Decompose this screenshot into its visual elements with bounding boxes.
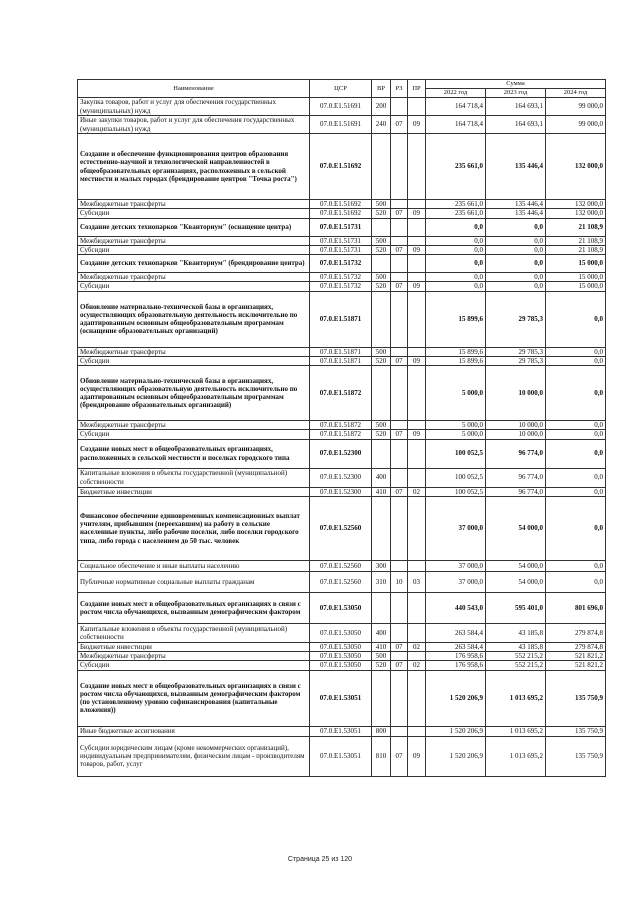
row-name: Создание и обеспечение функционирования центров образования естественно-научной и технологической направленностей в общеобразовательных организациях, расположенных в сельской местности и малых городах (брендирование центров "Точка роста") — [78, 134, 310, 200]
row-value-2024: 0,0 — [546, 496, 606, 560]
table-row — [78, 652, 606, 661]
row-csr: 07.0.E1.53051 — [310, 726, 372, 736]
row-name: Бюджетные инвестиции — [78, 642, 310, 651]
row-value-2022: 1 520 206,9 — [426, 726, 486, 736]
table-row — [78, 487, 606, 496]
row-pr — [408, 652, 426, 661]
row-value-2022: 235 661,0 — [426, 200, 486, 209]
row-rz — [391, 218, 408, 236]
row-value-2024: 0,0 — [546, 439, 606, 468]
row-rz — [391, 200, 408, 209]
row-vr — [372, 291, 391, 347]
row-pr — [408, 468, 426, 487]
row-pr — [408, 291, 426, 347]
row-csr: 07.0.E1.51871 — [310, 356, 372, 365]
row-value-2024: 15 000,0 — [546, 282, 606, 291]
row-rz — [391, 421, 408, 430]
row-pr: 09 — [408, 209, 426, 218]
row-csr: 07.0.E1.51692 — [310, 134, 372, 200]
row-vr: 410 — [372, 487, 391, 496]
row-vr — [372, 496, 391, 560]
row-name: Бюджетные инвестиции — [78, 487, 310, 496]
row-vr: 240 — [372, 116, 391, 134]
row-value-2024: 99 000,0 — [546, 116, 606, 134]
row-value-2023: 135 446,4 — [486, 200, 546, 209]
row-pr: 09 — [408, 356, 426, 365]
row-csr: 07.0.E1.51732 — [310, 273, 372, 282]
row-name: Обновление материально-технической базы в организациях, осуществляющих образовательную деятельность исключительно по адаптированным основным общеобразовательным программам (брендирование образовательных организаций) — [78, 366, 310, 421]
row-value-2024: 0,0 — [546, 366, 606, 421]
row-pr — [408, 496, 426, 560]
row-rz: 07 — [391, 642, 408, 651]
table-row — [78, 592, 606, 623]
table-row — [78, 571, 606, 592]
table-row — [78, 255, 606, 273]
row-value-2022: 37 000,0 — [426, 571, 486, 592]
row-csr: 07.0.E1.52300 — [310, 468, 372, 487]
row-value-2023: 96 774,0 — [486, 487, 546, 496]
table-row — [78, 661, 606, 670]
row-value-2023: 43 185,8 — [486, 642, 546, 651]
row-rz — [391, 592, 408, 623]
row-vr — [372, 670, 391, 726]
row-vr — [372, 218, 391, 236]
row-pr — [408, 255, 426, 273]
table-row — [78, 200, 606, 209]
row-value-2022: 15 899,6 — [426, 347, 486, 356]
header-name: Наименование — [78, 80, 310, 98]
row-name: Капитальные вложения в объекты государственной (муниципальной) собственности — [78, 623, 310, 642]
row-value-2023: 96 774,0 — [486, 439, 546, 468]
row-vr: 410 — [372, 642, 391, 651]
row-name: Финансовое обеспечение единовременных компенсационных выплат учителям, прибывшим (переехавшим) на работу в сельские населенные пункты, либо рабочие поселки, либо поселки городского типа, либо города с населением до 50 тыс. человек — [78, 496, 310, 560]
row-value-2022: 100 052,5 — [426, 439, 486, 468]
row-pr — [408, 236, 426, 245]
row-name: Субсидии — [78, 245, 310, 254]
table-row — [78, 468, 606, 487]
row-name: Социальное обеспечение и иные выплаты населению — [78, 560, 310, 571]
table-row — [78, 291, 606, 347]
row-name: Создание детских технопарков "Кванториум" (брендирование центра) — [78, 255, 310, 273]
row-vr — [372, 255, 391, 273]
row-value-2022: 5 000,0 — [426, 421, 486, 430]
row-name: Иные бюджетные ассигнования — [78, 726, 310, 736]
row-pr — [408, 218, 426, 236]
row-pr: 03 — [408, 571, 426, 592]
row-rz — [391, 496, 408, 560]
row-rz — [391, 134, 408, 200]
table-row — [78, 430, 606, 439]
row-value-2022: 100 052,5 — [426, 468, 486, 487]
row-csr: 07.0.E1.51691 — [310, 116, 372, 134]
row-name: Межбюджетные трансферты — [78, 652, 310, 661]
row-vr: 500 — [372, 421, 391, 430]
row-value-2023: 135 446,4 — [486, 134, 546, 200]
row-value-2023: 96 774,0 — [486, 468, 546, 487]
row-name: Публичные нормативные социальные выплаты гражданам — [78, 571, 310, 592]
row-value-2023: 29 785,3 — [486, 356, 546, 365]
table-row — [78, 356, 606, 365]
row-vr — [372, 439, 391, 468]
row-csr: 07.0.E1.51871 — [310, 291, 372, 347]
row-rz — [391, 652, 408, 661]
row-value-2023: 0,0 — [486, 218, 546, 236]
row-name: Межбюджетные трансферты — [78, 273, 310, 282]
row-csr: 07.0.E1.51731 — [310, 245, 372, 254]
row-csr: 07.0.E1.53050 — [310, 642, 372, 651]
row-rz: 07 — [391, 116, 408, 134]
table-row — [78, 347, 606, 356]
table-row — [78, 421, 606, 430]
table-row — [78, 273, 606, 282]
row-pr: 09 — [408, 245, 426, 254]
row-value-2023: 164 693,1 — [486, 98, 546, 116]
table-row — [78, 209, 606, 218]
row-value-2023: 43 185,8 — [486, 623, 546, 642]
row-vr: 520 — [372, 661, 391, 670]
budget-table — [77, 79, 606, 777]
row-name: Межбюджетные трансферты — [78, 200, 310, 209]
row-csr: 07.0.E1.51732 — [310, 282, 372, 291]
table-row — [78, 560, 606, 571]
row-vr — [372, 592, 391, 623]
row-value-2024: 99 000,0 — [546, 98, 606, 116]
row-name: Создание новых мест в общеобразовательных организациях в связи с ростом числа обучающихся, вызванным демографическим фактором — [78, 592, 310, 623]
table-row — [78, 496, 606, 560]
row-value-2024: 0,0 — [546, 347, 606, 356]
row-pr — [408, 134, 426, 200]
row-csr: 07.0.E1.53050 — [310, 592, 372, 623]
row-pr — [408, 366, 426, 421]
row-csr: 07.0.E1.51731 — [310, 236, 372, 245]
row-value-2023: 54 000,0 — [486, 560, 546, 571]
table-row — [78, 236, 606, 245]
row-value-2024: 21 108,9 — [546, 236, 606, 245]
row-name: Субсидии — [78, 356, 310, 365]
row-value-2024: 0,0 — [546, 487, 606, 496]
row-name: Создание новых мест в общеобразовательных организациях, расположенных в сельской местности и поселках городского типа — [78, 439, 310, 468]
row-rz — [391, 726, 408, 736]
header-pr: ПР — [408, 80, 426, 98]
row-value-2024: 132 000,0 — [546, 209, 606, 218]
row-value-2022: 37 000,0 — [426, 560, 486, 571]
row-value-2022: 15 899,6 — [426, 356, 486, 365]
row-value-2023: 0,0 — [486, 255, 546, 273]
row-rz: 07 — [391, 487, 408, 496]
table-row — [78, 282, 606, 291]
row-rz: 07 — [391, 356, 408, 365]
header-year-2023: 2023 год — [486, 89, 546, 98]
table-row — [78, 439, 606, 468]
row-pr: 02 — [408, 661, 426, 670]
row-rz — [391, 273, 408, 282]
row-csr: 07.0.E1.51872 — [310, 366, 372, 421]
row-value-2022: 37 000,0 — [426, 496, 486, 560]
header-year-2022: 2022 год — [426, 89, 486, 98]
row-vr — [372, 366, 391, 421]
row-csr: 07.0.E1.53050 — [310, 652, 372, 661]
row-csr: 07.0.E1.53051 — [310, 736, 372, 776]
row-value-2023: 164 693,1 — [486, 116, 546, 134]
row-value-2024: 279 874,8 — [546, 642, 606, 651]
row-pr — [408, 623, 426, 642]
row-pr — [408, 273, 426, 282]
table-row — [78, 642, 606, 651]
row-value-2022: 0,0 — [426, 255, 486, 273]
row-vr — [372, 134, 391, 200]
row-csr: 07.0.E1.51731 — [310, 218, 372, 236]
row-value-2022: 1 520 206,9 — [426, 736, 486, 776]
header-csr: ЦСР — [310, 80, 372, 98]
row-rz — [391, 255, 408, 273]
row-pr: 09 — [408, 282, 426, 291]
row-csr: 07.0.E1.51732 — [310, 255, 372, 273]
row-value-2022: 263 584,4 — [426, 623, 486, 642]
row-name: Субсидии — [78, 282, 310, 291]
row-pr — [408, 670, 426, 726]
row-value-2024: 0,0 — [546, 468, 606, 487]
row-csr: 07.0.E1.51872 — [310, 430, 372, 439]
row-rz — [391, 366, 408, 421]
row-value-2022: 263 584,4 — [426, 642, 486, 651]
row-csr: 07.0.E1.51692 — [310, 209, 372, 218]
row-value-2022: 176 958,6 — [426, 652, 486, 661]
row-value-2024: 0,0 — [546, 430, 606, 439]
row-csr: 07.0.E1.52560 — [310, 560, 372, 571]
row-value-2024: 801 696,0 — [546, 592, 606, 623]
row-value-2022: 235 661,0 — [426, 134, 486, 200]
row-rz: 07 — [391, 282, 408, 291]
row-value-2024: 135 750,9 — [546, 670, 606, 726]
row-csr: 07.0.E1.51691 — [310, 98, 372, 116]
row-value-2022: 1 520 206,9 — [426, 670, 486, 726]
row-csr: 07.0.E1.51871 — [310, 347, 372, 356]
row-csr: 07.0.E1.52560 — [310, 571, 372, 592]
row-value-2023: 552 215,2 — [486, 652, 546, 661]
row-rz — [391, 468, 408, 487]
row-value-2023: 0,0 — [486, 273, 546, 282]
row-pr — [408, 439, 426, 468]
row-vr: 200 — [372, 98, 391, 116]
row-value-2022: 5 000,0 — [426, 430, 486, 439]
row-csr: 07.0.E1.53050 — [310, 661, 372, 670]
row-value-2023: 10 000,0 — [486, 421, 546, 430]
table-row — [78, 623, 606, 642]
row-vr: 300 — [372, 560, 391, 571]
row-rz — [391, 670, 408, 726]
row-csr: 07.0.E1.53050 — [310, 623, 372, 642]
row-value-2023: 0,0 — [486, 236, 546, 245]
row-value-2024: 521 821,2 — [546, 652, 606, 661]
row-value-2023: 54 000,0 — [486, 496, 546, 560]
row-value-2022: 15 899,6 — [426, 291, 486, 347]
row-value-2024: 521 821,2 — [546, 661, 606, 670]
row-value-2022: 100 052,5 — [426, 487, 486, 496]
table-row — [78, 670, 606, 726]
row-value-2022: 440 543,0 — [426, 592, 486, 623]
row-pr — [408, 421, 426, 430]
row-pr: 09 — [408, 430, 426, 439]
row-value-2024: 0,0 — [546, 356, 606, 365]
row-value-2024: 0,0 — [546, 571, 606, 592]
row-pr: 09 — [408, 736, 426, 776]
row-rz — [391, 439, 408, 468]
row-csr: 07.0.E1.51692 — [310, 200, 372, 209]
header-sum: Сумма — [426, 80, 606, 89]
row-value-2023: 0,0 — [486, 245, 546, 254]
row-name: Субсидии юридическим лицам (кроме некоммерческих организаций), индивидуальным предпринимателям, физическим лицам - производителям товаров, работ, услуг — [78, 736, 310, 776]
row-value-2023: 1 013 695,2 — [486, 670, 546, 726]
row-value-2024: 279 874,8 — [546, 623, 606, 642]
row-value-2024: 135 750,9 — [546, 726, 606, 736]
row-pr: 02 — [408, 642, 426, 651]
row-rz — [391, 236, 408, 245]
table-row — [78, 736, 606, 776]
row-name: Закупка товаров, работ и услуг для обеспечения государственных (муниципальных) нужд — [78, 98, 310, 116]
row-name: Субсидии — [78, 661, 310, 670]
row-rz — [391, 347, 408, 356]
row-csr: 07.0.E1.53051 — [310, 670, 372, 726]
row-value-2024: 132 000,0 — [546, 134, 606, 200]
row-vr: 500 — [372, 347, 391, 356]
row-vr: 310 — [372, 571, 391, 592]
table-row — [78, 218, 606, 236]
row-rz: 07 — [391, 209, 408, 218]
row-value-2022: 0,0 — [426, 245, 486, 254]
row-pr — [408, 98, 426, 116]
row-value-2024: 21 108,9 — [546, 245, 606, 254]
row-vr: 400 — [372, 468, 391, 487]
row-value-2023: 1 013 695,2 — [486, 726, 546, 736]
header-rz: РЗ — [391, 80, 408, 98]
row-rz: 07 — [391, 736, 408, 776]
row-value-2023: 135 446,4 — [486, 209, 546, 218]
row-rz — [391, 291, 408, 347]
row-pr — [408, 200, 426, 209]
table-row — [78, 98, 606, 116]
row-value-2023: 29 785,3 — [486, 291, 546, 347]
row-rz: 07 — [391, 245, 408, 254]
row-name: Создание детских технопарков "Кванториум" (оснащение центра) — [78, 218, 310, 236]
row-csr: 07.0.E1.51872 — [310, 421, 372, 430]
row-pr: 09 — [408, 116, 426, 134]
row-value-2022: 0,0 — [426, 218, 486, 236]
row-vr: 520 — [372, 430, 391, 439]
row-rz — [391, 623, 408, 642]
row-value-2023: 0,0 — [486, 282, 546, 291]
row-name: Капитальные вложения в объекты государственной (муниципальной) собственности — [78, 468, 310, 487]
row-pr: 02 — [408, 487, 426, 496]
row-rz: 10 — [391, 571, 408, 592]
row-value-2023: 10 000,0 — [486, 366, 546, 421]
page-footer: Страница 25 из 120 — [287, 856, 353, 863]
table-row — [78, 134, 606, 200]
row-csr: 07.0.E1.52560 — [310, 496, 372, 560]
row-name: Создание новых мест в общеобразовательных организациях в связи с ростом числа обучающихся, вызванным демографическим фактором (по установленному уровню софинансирования (капитальные вложения)) — [78, 670, 310, 726]
row-vr: 520 — [372, 356, 391, 365]
row-vr: 520 — [372, 282, 391, 291]
row-name: Межбюджетные трансферты — [78, 347, 310, 356]
row-value-2022: 0,0 — [426, 282, 486, 291]
row-value-2024: 135 750,9 — [546, 736, 606, 776]
row-name: Субсидии — [78, 430, 310, 439]
row-vr: 500 — [372, 200, 391, 209]
row-value-2022: 0,0 — [426, 236, 486, 245]
row-rz — [391, 560, 408, 571]
table-row — [78, 245, 606, 254]
row-rz: 07 — [391, 661, 408, 670]
row-name: Обновление материально-технической базы в организациях, осуществляющих образовательную деятельность исключительно по адаптированным основным общеобразовательным программам (оснащение образовательных организаций) — [78, 291, 310, 347]
row-value-2024: 21 108,9 — [546, 218, 606, 236]
row-csr: 07.0.E1.52300 — [310, 439, 372, 468]
row-pr — [408, 560, 426, 571]
row-value-2024: 0,0 — [546, 421, 606, 430]
row-value-2024: 15 000,0 — [546, 255, 606, 273]
row-vr: 520 — [372, 209, 391, 218]
row-value-2023: 54 000,0 — [486, 571, 546, 592]
row-pr — [408, 592, 426, 623]
table-row — [78, 726, 606, 736]
row-vr: 800 — [372, 726, 391, 736]
row-vr: 500 — [372, 236, 391, 245]
row-vr: 400 — [372, 623, 391, 642]
row-value-2024: 132 000,0 — [546, 200, 606, 209]
row-name: Межбюджетные трансферты — [78, 236, 310, 245]
row-name: Иные закупки товаров, работ и услуг для обеспечения государственных (муниципальных) нужд — [78, 116, 310, 134]
row-value-2022: 176 958,6 — [426, 661, 486, 670]
row-value-2024: 0,0 — [546, 291, 606, 347]
row-value-2023: 595 401,0 — [486, 592, 546, 623]
table-body — [78, 98, 606, 777]
row-value-2023: 1 013 695,2 — [486, 736, 546, 776]
row-vr: 500 — [372, 273, 391, 282]
header-vr: ВР — [372, 80, 391, 98]
row-value-2022: 164 718,4 — [426, 116, 486, 134]
row-value-2024: 15 000,0 — [546, 273, 606, 282]
row-vr: 520 — [372, 245, 391, 254]
row-pr — [408, 347, 426, 356]
row-rz — [391, 98, 408, 116]
row-value-2023: 552 215,2 — [486, 661, 546, 670]
row-value-2022: 0,0 — [426, 273, 486, 282]
row-value-2022: 5 000,0 — [426, 366, 486, 421]
row-value-2023: 29 785,3 — [486, 347, 546, 356]
row-value-2024: 0,0 — [546, 560, 606, 571]
row-csr: 07.0.E1.52300 — [310, 487, 372, 496]
row-value-2022: 164 718,4 — [426, 98, 486, 116]
row-value-2022: 235 661,0 — [426, 209, 486, 218]
row-vr: 810 — [372, 736, 391, 776]
header-year-2024: 2024 год — [546, 89, 606, 98]
table-row — [78, 116, 606, 134]
row-pr — [408, 726, 426, 736]
row-rz: 07 — [391, 430, 408, 439]
table-row — [78, 366, 606, 421]
row-value-2023: 10 000,0 — [486, 430, 546, 439]
row-vr: 500 — [372, 652, 391, 661]
row-name: Межбюджетные трансферты — [78, 421, 310, 430]
row-name: Субсидии — [78, 209, 310, 218]
